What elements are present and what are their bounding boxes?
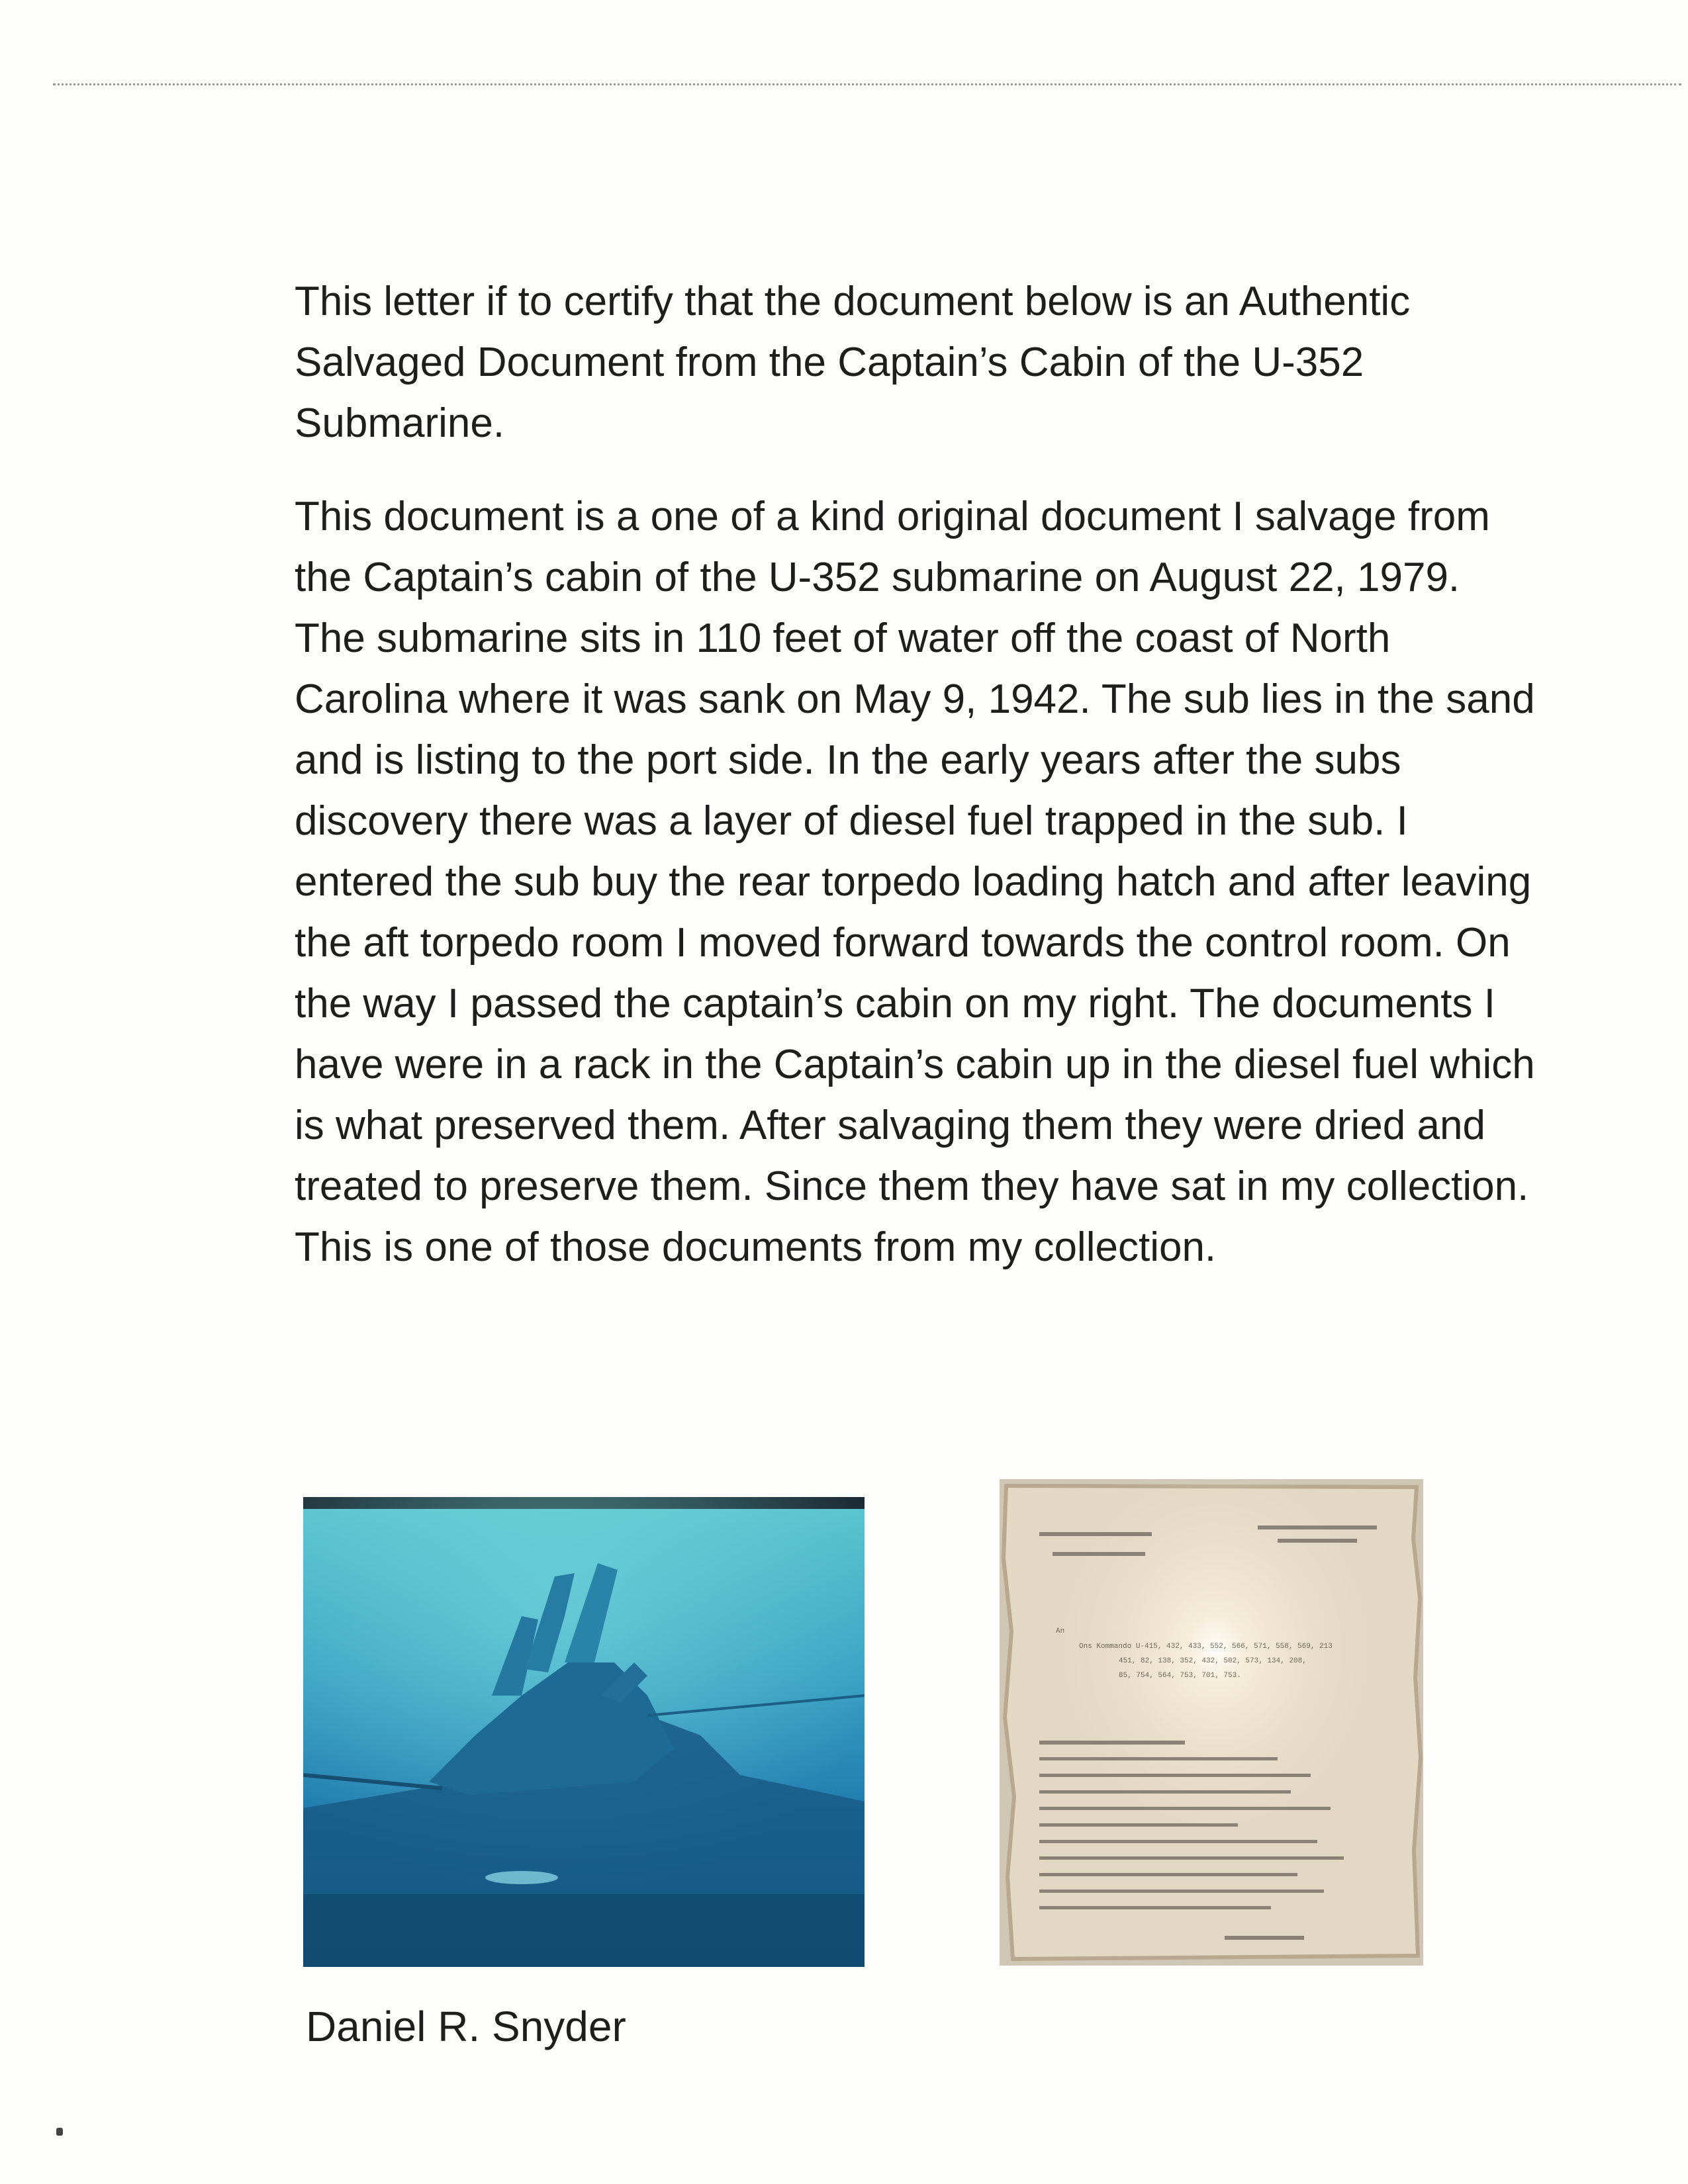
document-line-2: Ons Kommando U-415, 432, 433, 552, 566, 571, 558, 569, 213 — [1079, 1643, 1333, 1651]
document-illustration — [1000, 1479, 1423, 1966]
salvaged-document-photo — [1000, 1479, 1423, 1966]
salvage-story-paragraph: This document is a one of a kind original document I salvage from the Captain’s cabin of the U-352 submarine on August 22, 1979. The submarine sits in 110 feet of water off the coast of North Carolina where it was sank on May 9, 1942. The sub lies in the sand and is listing to the port side. In the early years after the subs discovery there was a layer of diesel fuel trapped in the sub. I entered the sub buy the rear torpedo loading hatch and after leaving the aft torpedo room I moved forward towards the control room. On the way I passed the captain’s cabin on my right. The documents I have were in a rack in the Captain’s cabin up in the diesel fuel which is what preserved them. After salvaging them they were dried and treated to preserve them. Since them they have sat in my collection. This is one of those documents from my collection. — [295, 494, 1535, 1270]
scan-speck — [56, 2128, 63, 2136]
certification-paragraph: This letter if to certify that the document below is an Authentic Salvaged Document from the Captain’s Cabin of the U-352 Submarine. — [295, 279, 1411, 446]
wreck-illustration — [303, 1497, 865, 1967]
document-line-1: An — [1056, 1627, 1065, 1635]
signature-name: Daniel R. Snyder — [306, 2003, 626, 2050]
document-line-4: 85, 754, 564, 753, 701, 753. — [1119, 1672, 1241, 1680]
submarine-wreck-photo — [303, 1497, 865, 1967]
top-dotted-rule — [53, 83, 1681, 85]
document-line-3: 451, 82, 138, 352, 432, 502, 573, 134, 208, — [1119, 1657, 1307, 1665]
